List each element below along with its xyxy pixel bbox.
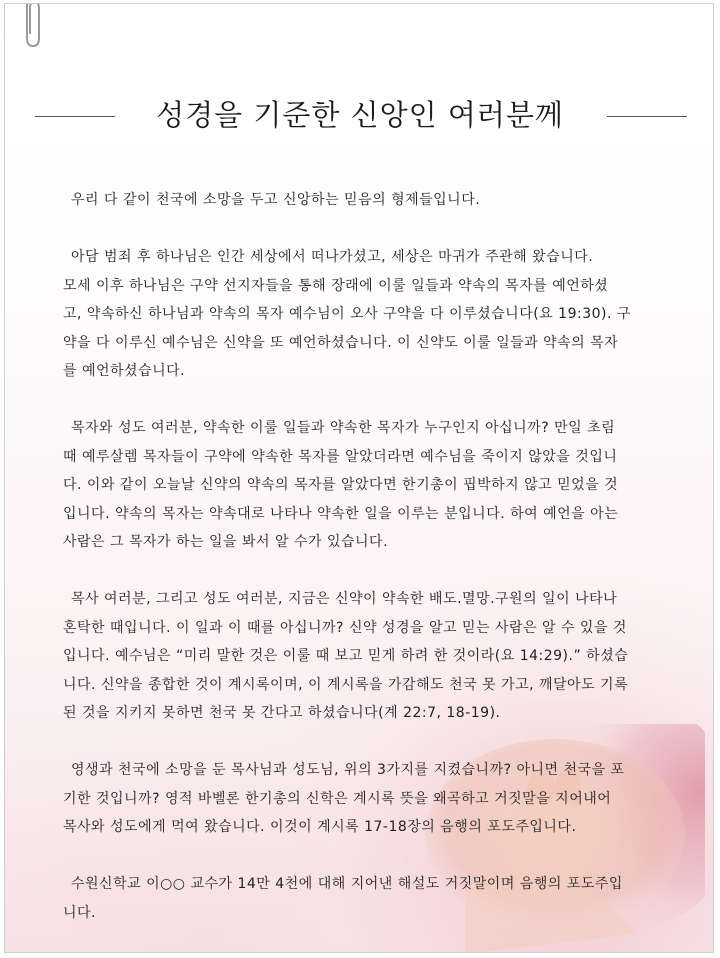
paragraph-line: 니다. 신약을 종합한 것이 계시록이며, 이 계시록을 가감해도 천국 못 가고, 깨달아도 기록 [63, 676, 629, 693]
title-row [5, 92, 714, 138]
paragraph [63, 414, 675, 557]
title-rule-right [607, 116, 687, 117]
paragraph-line: 니다. [63, 904, 96, 921]
paragraph-line: 를 예언하셨습니다. [63, 363, 186, 379]
paragraph [63, 756, 675, 842]
paragraph-line: 고, 약속하신 하나님과 약속의 목자 예수님이 오사 구약을 다 이루셨습니다(요 19:30). 구 [63, 306, 631, 322]
page-title: 성경을 기준한 신앙인 여러분께 [156, 98, 564, 132]
paragraph-line: 사람은 그 목자가 하는 일을 봐서 알 수가 있습니다. [63, 534, 389, 550]
paragraph-line: 약을 다 이루신 예수님은 신약을 또 예언하셨습니다. 이 신약도 이룰 일들과 약속의 목자 [63, 334, 619, 351]
paragraph-line: 입니다. 예수님은 “미리 말한 것은 이룰 때 보고 믿게 하려 한 것이라(요 14:29).” 하셨습 [63, 648, 629, 664]
paragraph-line: 목사와 성도에게 먹여 왔습니다. 이것이 계시록 17-18장의 음행의 포도주입니다. [63, 819, 577, 835]
paragraph [63, 870, 675, 927]
document-page [4, 3, 714, 953]
paragraph-line: 혼탁한 때입니다. 이 일과 이 때를 아십니까? 신약 성경을 알고 믿는 사람은 알 수 있을 것 [63, 619, 627, 636]
paragraph-line: 때 예루살렘 목자들이 구약에 약속한 목자를 알았더라면 예수님을 죽이지 않았을 것입니 [63, 448, 618, 465]
paperclip-icon [19, 3, 43, 50]
paragraph-line: 아담 범죄 후 하나님은 인간 세상에서 떠나가셨고, 세상은 마귀가 주관해 왔습니다. [71, 249, 594, 265]
paragraph-line: 목자와 성도 여러분, 약속한 이룰 일들과 약속한 목자가 누구인지 아십니까? 만일 초림 [71, 420, 616, 436]
paragraph-line: 기한 것입니까? 영적 바벨론 한기총의 신학은 계시록 뜻을 왜곡하고 거짓말을 지어내어 [63, 790, 612, 807]
paragraph [63, 186, 675, 215]
paragraph-line: 목사 여러분, 그리고 성도 여러분, 지금은 신약이 약속한 배도.멸망.구원의 일이 나타나 [71, 591, 618, 607]
paragraph-line: 다. 이와 같이 오늘날 신약의 약속의 목자를 알았다면 한기총이 핍박하지 않고 믿었을 것 [63, 477, 619, 493]
paragraph-line: 수원신학교 이○○ 교수가 14만 4천에 대해 지어낸 해설도 거짓말이며 음행의 포도주입 [71, 876, 623, 892]
paragraph-line: 입니다. 약속의 목자는 약속대로 나타나 약속한 일을 이루는 분입니다. 하여 예언을 아는 [63, 505, 619, 522]
paragraph-line: 우리 다 같이 천국에 소망을 두고 신앙하는 믿음의 형제들입니다. [71, 192, 481, 208]
paragraph [63, 243, 675, 386]
paragraph-line: 모세 이후 하나님은 구약 선지자들을 통해 장래에 이룰 일들과 약속의 목자를 예언하셨 [63, 277, 609, 294]
letter-body [63, 186, 675, 953]
paragraph-line: 된 것을 지키지 못하면 천국 못 간다고 하셨습니다(계 22:7, 18-19). [63, 705, 501, 721]
paragraph [63, 585, 675, 728]
paragraph-line: 영생과 천국에 소망을 둔 목사님과 성도님, 위의 3가지를 지켰습니까? 아니면 천국을 포 [71, 762, 625, 778]
